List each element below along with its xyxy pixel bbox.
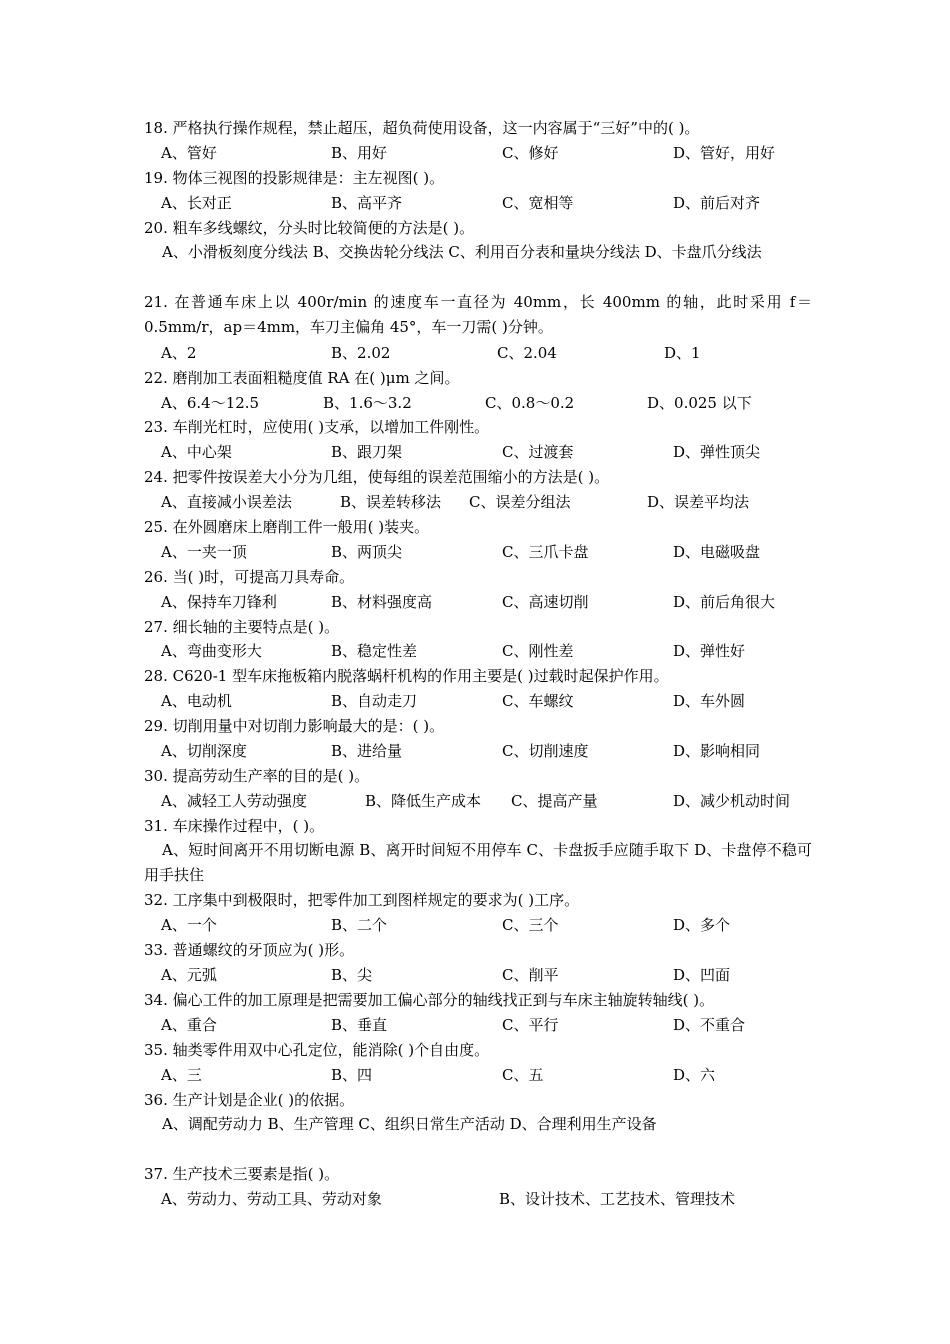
option-34-b: B、垂直 <box>331 1016 388 1034</box>
question-28: 28. C620-1 型车床拖板箱内脱落蜗杆机构的作用主要是( )过载时起保护作用。 <box>144 667 669 685</box>
option-26-d: D、前后角很大 <box>673 593 776 611</box>
option-22-c: C、0.8～0.2 <box>485 394 575 412</box>
option-27-b: B、稳定性差 <box>331 642 418 660</box>
option-29-c: C、切削速度 <box>502 742 589 760</box>
question-21: 21. 在普通车床上以 400r/min 的速度车一直径为 40mm，长 400mm 的轴，此时采用 f＝0.5mm/r，ap＝4mm，车刀主偏角 45°，车一刀需( )分钟。 <box>144 293 812 336</box>
option-22-b: B、1.6～3.2 <box>323 394 412 412</box>
option-21-a: A、2 <box>161 344 197 362</box>
option-30-a: A、减轻工人劳动强度 <box>161 792 307 810</box>
option-19-d: D、前后对齐 <box>673 194 761 212</box>
question-27: 27. 细长轴的主要特点是( )。 <box>144 618 340 636</box>
option-19-c: C、宽相等 <box>502 194 574 212</box>
option-34-d: D、不重合 <box>673 1016 746 1034</box>
option-32-c: C、三个 <box>502 916 559 934</box>
option-27-d: D、弹性好 <box>673 642 746 660</box>
option-34-a: A、重合 <box>161 1016 217 1034</box>
option-24-d: D、误差平均法 <box>647 493 750 511</box>
question-35: 35. 轴类零件用双中心孔定位，能消除( )个自由度。 <box>144 1041 490 1059</box>
option-18-a: A、管好 <box>161 144 217 162</box>
option-35-d: D、六 <box>673 1066 716 1084</box>
question-22: 22. 磨削加工表面粗糙度值 RA 在( )μm 之间。 <box>144 369 460 387</box>
options-36: A、调配劳动力 B、生产管理 C、组织日常生产活动 D、合理利用生产设备 <box>162 1115 657 1133</box>
option-21-c: C、2.04 <box>497 344 557 362</box>
option-22-a: A、6.4～12.5 <box>161 394 260 412</box>
option-37-b: B、设计技术、工艺技术、管理技术 <box>499 1190 736 1208</box>
option-19-b: B、高平齐 <box>331 194 403 212</box>
option-21-d: D、1 <box>664 344 701 362</box>
option-18-c: C、修好 <box>502 144 559 162</box>
option-23-d: D、弹性顶尖 <box>673 443 761 461</box>
option-35-a: A、三 <box>161 1066 202 1084</box>
question-20: 20. 粗车多线螺纹，分头时比较简便的方法是( )。 <box>144 219 475 237</box>
option-35-b: B、四 <box>331 1066 373 1084</box>
option-23-b: B、跟刀架 <box>331 443 403 461</box>
question-33: 33. 普通螺纹的牙顶应为( )形。 <box>144 941 355 959</box>
option-23-c: C、过渡套 <box>502 443 574 461</box>
option-18-b: B、用好 <box>331 144 388 162</box>
question-19: 19. 物体三视图的投影规律是：主左视图( )。 <box>144 169 445 187</box>
option-29-b: B、进给量 <box>331 742 403 760</box>
question-18: 18. 严格执行操作规程，禁止超压，超负荷使用设备，这一内容属于“三好”中的( )。 <box>144 119 700 137</box>
option-25-a: A、一夹一顶 <box>161 543 247 561</box>
option-30-d: D、减少机动时间 <box>673 792 791 810</box>
option-28-d: D、车外圆 <box>673 692 746 710</box>
question-25: 25. 在外圆磨床上磨削工件一般用( )装夹。 <box>144 518 430 536</box>
option-32-b: B、二个 <box>331 916 388 934</box>
option-27-a: A、弯曲变形大 <box>161 642 262 660</box>
option-33-b: B、尖 <box>331 966 373 984</box>
option-21-b: B、2.02 <box>331 344 391 362</box>
options-20: A、小滑板刻度分线法 B、交换齿轮分线法 C、利用百分表和量块分线法 D、卡盘爪分线法 <box>162 243 762 261</box>
question-24: 24. 把零件按误差大小分为几组，使每组的误差范围缩小的方法是( )。 <box>144 468 610 486</box>
option-33-a: A、元弧 <box>161 966 217 984</box>
option-30-c: C、提高产量 <box>511 792 598 810</box>
question-31: 31. 车床操作过程中，( )。 <box>144 817 325 835</box>
option-18-d: D、管好，用好 <box>673 144 776 162</box>
option-33-c: C、削平 <box>502 966 559 984</box>
option-29-a: A、切削深度 <box>161 742 247 760</box>
option-37-a: A、劳动力、劳动工具、劳动对象 <box>161 1190 382 1208</box>
question-36: 36. 生产计划是企业( )的依据。 <box>144 1091 355 1109</box>
question-29: 29. 切削用量中对切削力影响最大的是：( )。 <box>144 717 445 735</box>
option-19-a: A、长对正 <box>161 194 232 212</box>
options-31: A、短时间离开不用切断电源 B、离开时间短不用停车 C、卡盘扳手应随手取下 D、卡盘停不稳可用手扶住 <box>144 841 812 884</box>
question-26: 26. 当( )时，可提高刀具寿命。 <box>144 568 355 586</box>
option-27-c: C、刚性差 <box>502 642 574 660</box>
option-34-c: C、平行 <box>502 1016 559 1034</box>
option-35-c: C、五 <box>502 1066 544 1084</box>
option-23-a: A、中心架 <box>161 443 232 461</box>
option-22-d: D、0.025 以下 <box>647 394 752 412</box>
question-32: 32. 工序集中到极限时，把零件加工到图样规定的要求为( )工序。 <box>144 891 580 909</box>
option-25-d: D、电磁吸盘 <box>673 543 761 561</box>
option-32-d: D、多个 <box>673 916 731 934</box>
option-30-b: B、降低生产成本 <box>365 792 482 810</box>
option-24-c: C、误差分组法 <box>469 493 571 511</box>
option-24-b: B、误差转移法 <box>340 493 442 511</box>
option-26-b: B、材料强度高 <box>331 593 433 611</box>
option-29-d: D、影响相同 <box>673 742 761 760</box>
question-37: 37. 生产技术三要素是指( )。 <box>144 1165 340 1183</box>
option-33-d: D、凹面 <box>673 966 731 984</box>
question-30: 30. 提高劳动生产率的目的是( )。 <box>144 767 370 785</box>
option-24-a: A、直接减小误差法 <box>161 493 292 511</box>
option-28-b: B、自动走刀 <box>331 692 418 710</box>
option-28-c: C、车螺纹 <box>502 692 574 710</box>
question-34: 34. 偏心工件的加工原理是把需要加工偏心部分的轴线找正到与车床主轴旋转轴线( )。 <box>144 991 715 1009</box>
option-26-a: A、保持车刀锋利 <box>161 593 277 611</box>
option-25-b: B、两顶尖 <box>331 543 403 561</box>
question-23: 23. 车削光杠时，应使用( )支承，以增加工件刚性。 <box>144 418 490 436</box>
option-28-a: A、电动机 <box>161 692 232 710</box>
option-26-c: C、高速切削 <box>502 593 589 611</box>
option-25-c: C、三爪卡盘 <box>502 543 589 561</box>
option-32-a: A、一个 <box>161 916 217 934</box>
